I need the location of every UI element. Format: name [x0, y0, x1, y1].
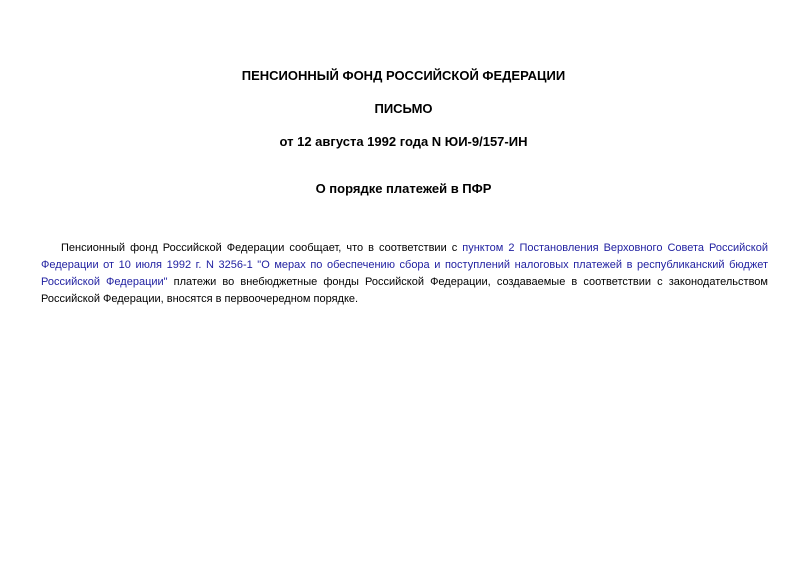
- document-title: О порядке платежей в ПФР: [315, 181, 492, 196]
- paragraph-text-before: Пенсионный фонд Российской Федерации сообщает, что в соответствии с: [61, 242, 463, 254]
- paragraph-text-after: платежи во внебюджетные фонды Российской Федерации, создаваемые в соответствии с законодательством Российской Федерации, вносятся в первоочередном порядке.: [41, 276, 768, 305]
- document-date-number: от 12 августа 1992 года N ЮИ-9/157-ИН: [279, 134, 528, 149]
- resolution-reference-link[interactable]: пунктом 2 Постановления Верховного Совета Российской Федерации от 10 июля 1992 г. N 3256-1 "О мерах по обеспечению сбора и поступлений налоговых платежей в республиканский бюджет Российской Федерации": [41, 242, 769, 288]
- issuing-organization: ПЕНСИОННЫЙ ФОНД РОССИЙСКОЙ ФЕДЕРАЦИИ: [241, 68, 566, 83]
- document-type: ПИСЬМО: [374, 101, 433, 116]
- body-paragraph: [41, 240, 768, 308]
